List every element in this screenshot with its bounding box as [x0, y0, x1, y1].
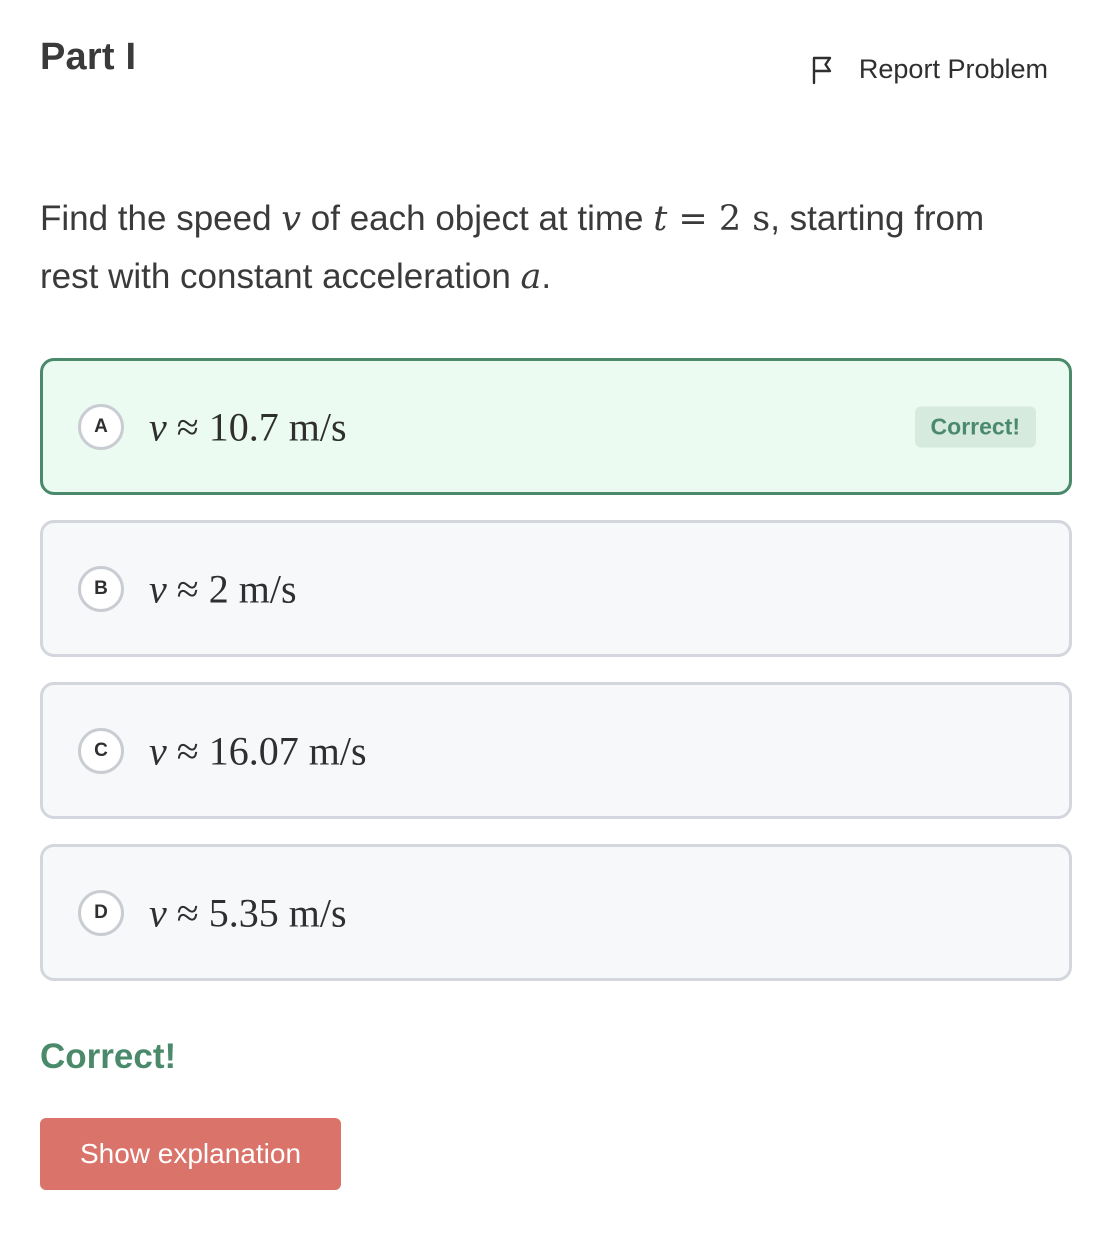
- report-problem-label: Report Problem: [858, 54, 1048, 84]
- question-fragment: of each object at time: [301, 199, 654, 238]
- option-answer: [149, 889, 347, 936]
- part-title: Part I: [40, 36, 137, 78]
- question-fragment: .: [541, 257, 552, 296]
- option-answer: [149, 727, 367, 774]
- option-a[interactable]: [40, 358, 1072, 495]
- approx-symbol: ≈: [176, 728, 199, 773]
- flag-icon: [811, 55, 837, 85]
- approx-symbol: ≈: [176, 566, 199, 611]
- answer-value: 2 m/s: [208, 566, 297, 611]
- header: [40, 34, 1048, 94]
- answer-value: 10.7 m/s: [208, 404, 347, 449]
- answer-variable: v: [149, 566, 167, 611]
- option-letter-badge: C: [78, 728, 124, 774]
- option-c[interactable]: [40, 682, 1072, 819]
- option-letter-badge: D: [78, 890, 124, 936]
- option-d[interactable]: [40, 844, 1072, 981]
- time-equation: = 2 s: [667, 199, 771, 239]
- feedback-message: Correct!: [40, 1037, 177, 1076]
- approx-symbol: ≈: [176, 890, 199, 935]
- question-fragment: Find the speed: [40, 199, 282, 238]
- answer-variable: v: [149, 890, 167, 935]
- answer-variable: v: [149, 404, 167, 449]
- option-letter-badge: B: [78, 566, 124, 612]
- option-letter-badge: A: [78, 404, 124, 450]
- answer-options: [40, 358, 1072, 1006]
- variable-t: t: [653, 199, 668, 239]
- question-fragment: , starting from rest with constant acceleration: [40, 199, 985, 296]
- approx-symbol: ≈: [176, 404, 199, 449]
- correct-tag: Correct!: [915, 406, 1036, 447]
- answer-value: 5.35 m/s: [208, 890, 347, 935]
- option-answer: [149, 403, 347, 450]
- variable-v: v: [281, 199, 302, 239]
- answer-variable: v: [149, 728, 167, 773]
- show-explanation-button[interactable]: Show explanation: [40, 1118, 341, 1190]
- question-text: [40, 190, 1040, 306]
- option-b[interactable]: [40, 520, 1072, 657]
- answer-value: 16.07 m/s: [208, 728, 367, 773]
- report-problem-button[interactable]: [811, 54, 1048, 85]
- option-answer: [149, 565, 297, 612]
- variable-a: a: [520, 257, 542, 297]
